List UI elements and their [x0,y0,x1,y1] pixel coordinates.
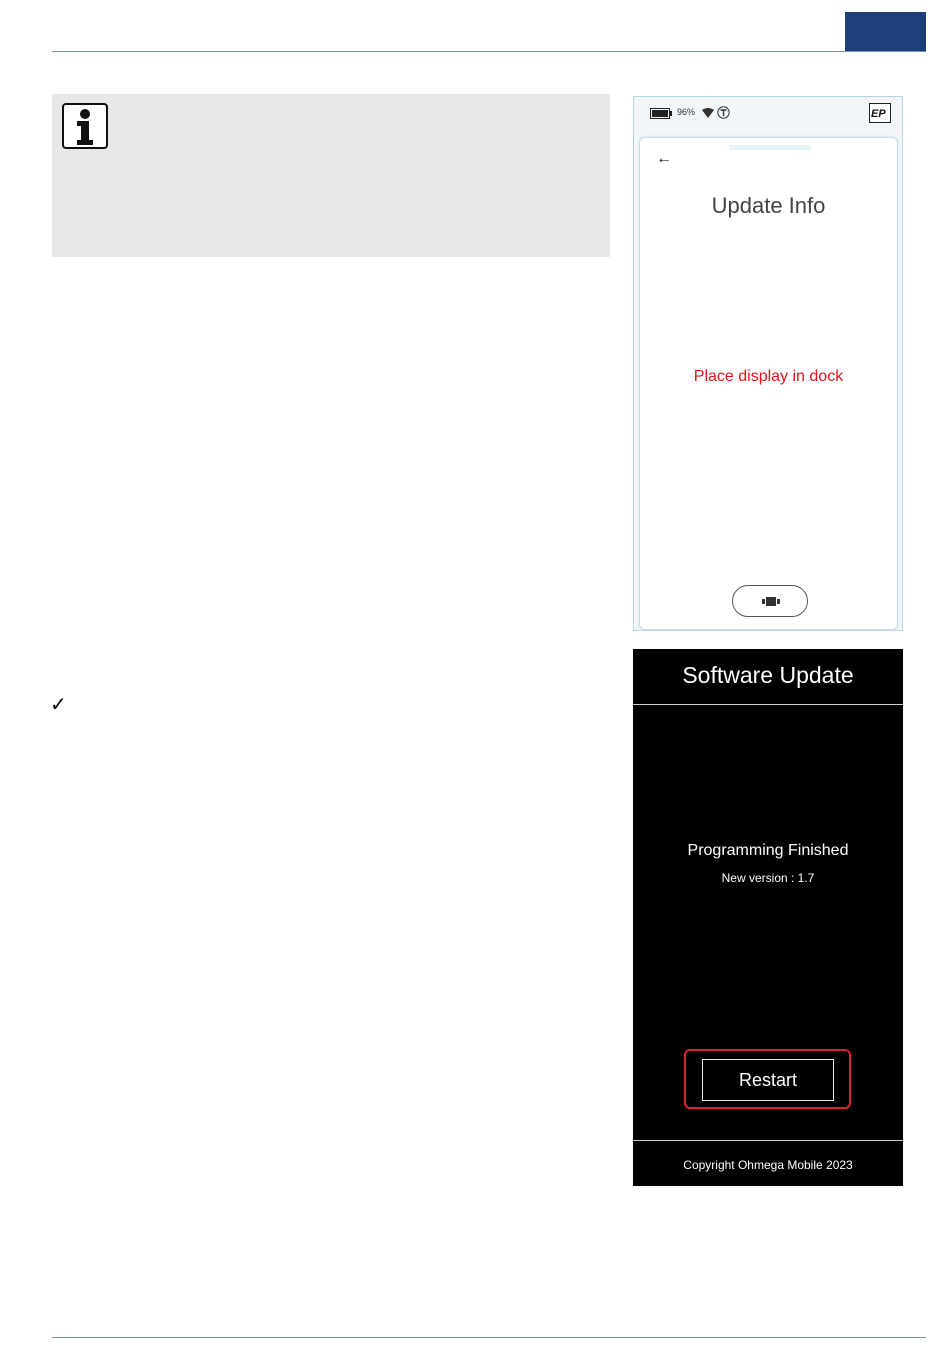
restart-button[interactable]: Restart [702,1059,834,1101]
new-version-label: New version : 1.7 [721,871,815,885]
ep-logo-icon [869,103,891,123]
info-note-box [52,94,610,257]
update-info-title: Update Info [711,193,826,218]
wifi-icon [702,108,714,118]
footer-rule [52,1337,926,1338]
header-color-tab [845,12,926,52]
programming-status: Programming Finished [687,842,849,859]
place-in-dock-message: Place display in dock [693,368,844,385]
t-circle-icon [717,106,730,119]
footer-divider [633,1140,903,1141]
dock-button[interactable] [732,585,808,617]
dock-icon [762,597,780,606]
battery-icon [650,108,672,119]
status-bar [634,97,902,133]
svg-text:EP: EP [871,108,886,120]
software-update-screenshot [633,649,903,1186]
update-info-card [639,137,898,630]
header-rule [52,51,926,52]
software-update-title: Software Update [682,662,854,688]
battery-percent: 96% [677,107,696,117]
info-icon [62,103,108,149]
back-arrow-icon[interactable]: ← [656,150,672,167]
phone-screenshot [633,96,903,631]
card-handle [729,145,811,150]
copyright-text: Copyright Ohmega Mobile 2023 [683,1158,853,1172]
result-checkmark: ✓ [50,694,67,716]
title-divider [633,704,903,705]
